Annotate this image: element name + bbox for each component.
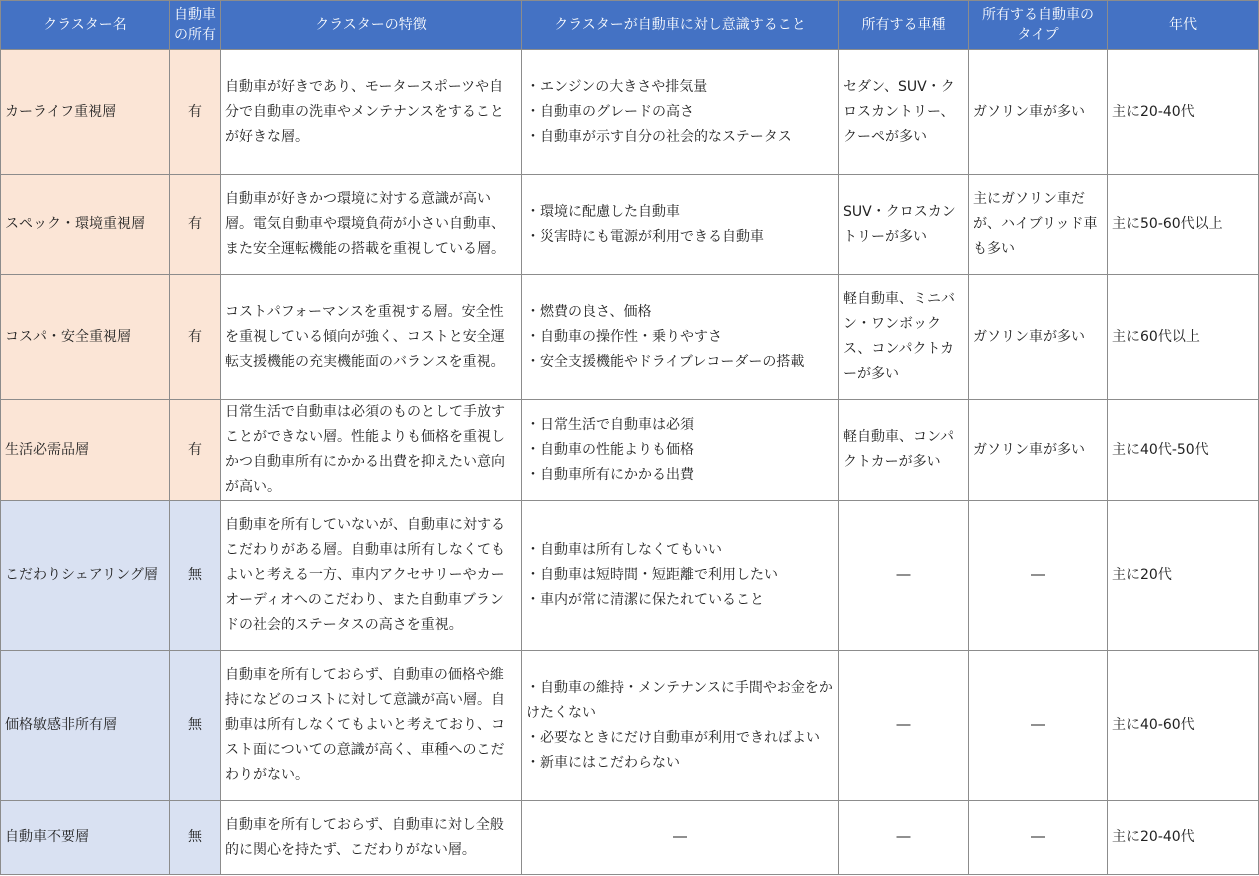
cluster-name-cell: カーライフ重視層 — [1, 50, 170, 175]
attention-list — [526, 300, 834, 375]
attention-item: ・ 自動車の性能よりも価格 — [526, 438, 834, 463]
attention-list — [526, 75, 834, 150]
attention-cell — [522, 400, 839, 501]
age-cell: 主に20-40代 — [1108, 50, 1259, 175]
table-row — [1, 50, 1259, 175]
features-cell: 日常生活で自動車は必須のものとして手放すことができない層。性能よりも価格を重視しかつ自動車所有にかかる出費を抑えたい意向が高い。 — [221, 400, 522, 501]
table-row — [1, 275, 1259, 400]
body-type-cell: 軽自動車、ミニバン・ワンボックス、コンパクトカーが多い — [839, 275, 969, 400]
table-row — [1, 400, 1259, 501]
header-features: クラスターの特徴 — [221, 1, 522, 50]
header-fuel-type — [969, 1, 1108, 50]
features-cell: 自動車を所有しておらず、自動車の価格や維持になどのコストに対して意識が高い層。自動車は所有しなくてもよいと考えており、コスト面についての意識が高く、車種へのこだわりがない。 — [221, 651, 522, 801]
age-cell: 主に40代-50代 — [1108, 400, 1259, 501]
header-ownership-line2: の所有 — [174, 27, 216, 43]
attention-cell: ― — [522, 801, 839, 875]
age-cell: 主に20-40代 — [1108, 801, 1259, 875]
body-type-cell: ― — [839, 651, 969, 801]
body-type-cell: SUV・クロスカントリーが多い — [839, 175, 969, 275]
attention-item: ・ 自動車は所有しなくてもいい — [526, 538, 834, 563]
header-fuel-type-line2: タイプ — [1017, 27, 1059, 43]
attention-item: ・ エンジンの大きさや排気量 — [526, 75, 834, 100]
attention-item: ・ 新車にはこだわらない — [526, 751, 834, 776]
cluster-name-cell: 自動車不要層 — [1, 801, 170, 875]
body-type-cell: ― — [839, 501, 969, 651]
ownership-cell: 有 — [170, 400, 221, 501]
features-cell: 自動車が好きかつ環境に対する意識が高い層。電気自動車や環境負荷が小さい自動車、また安全運転機能の搭載を重視している層。 — [221, 175, 522, 275]
header-ownership — [170, 1, 221, 50]
ownership-cell: 有 — [170, 175, 221, 275]
features-cell: 自動車が好きであり、モータースポーツや自分で自動車の洗車やメンテナンスをすることが好きな層。 — [221, 50, 522, 175]
ownership-cell: 無 — [170, 801, 221, 875]
ownership-cell: 有 — [170, 275, 221, 400]
attention-item: ・ 自動車が示す自分の社会的なステータス — [526, 125, 834, 150]
table-row — [1, 801, 1259, 875]
age-cell: 主に60代以上 — [1108, 275, 1259, 400]
header-ownership-line1: 自動車 — [174, 7, 216, 23]
cluster-name-cell: 生活必需品層 — [1, 400, 170, 501]
cluster-name-cell: 価格敏感非所有層 — [1, 651, 170, 801]
fuel-type-cell: 主にガソリン車だが、ハイブリッド車も多い — [969, 175, 1108, 275]
attention-item: ・ 自動車の維持・メンテナンスに手間やお金をかけたくない — [526, 676, 834, 726]
attention-item: ・ 安全支援機能やドライブレコーダーの搭載 — [526, 350, 834, 375]
attention-item: ・ 災害時にも電源が利用できる自動車 — [526, 225, 834, 250]
header-row — [1, 1, 1259, 50]
attention-cell — [522, 175, 839, 275]
fuel-type-cell: ― — [969, 801, 1108, 875]
age-cell: 主に40-60代 — [1108, 651, 1259, 801]
header-cluster-name: クラスター名 — [1, 1, 170, 50]
header-attention: クラスターが自動車に対し意識すること — [522, 1, 839, 50]
body-type-cell: 軽自動車、コンパクトカーが多い — [839, 400, 969, 501]
attention-cell — [522, 651, 839, 801]
fuel-type-cell: ガソリン車が多い — [969, 50, 1108, 175]
attention-cell — [522, 501, 839, 651]
attention-item: ・ 車内が常に清潔に保たれていること — [526, 588, 834, 613]
ownership-cell: 無 — [170, 501, 221, 651]
cluster-name-cell: こだわりシェアリング層 — [1, 501, 170, 651]
body-type-cell: ― — [839, 801, 969, 875]
header-body-type: 所有する車種 — [839, 1, 969, 50]
attention-cell — [522, 275, 839, 400]
age-cell: 主に50-60代以上 — [1108, 175, 1259, 275]
attention-list — [526, 676, 834, 776]
ownership-cell: 有 — [170, 50, 221, 175]
attention-list — [526, 538, 834, 613]
table-row — [1, 175, 1259, 275]
ownership-cell: 無 — [170, 651, 221, 801]
attention-item: ・ 自動車所有にかかる出費 — [526, 463, 834, 488]
attention-cell — [522, 50, 839, 175]
fuel-type-cell: ― — [969, 651, 1108, 801]
attention-item: ・ 必要なときにだけ自動車が利用できればよい — [526, 726, 834, 751]
fuel-type-cell: ガソリン車が多い — [969, 400, 1108, 501]
header-fuel-type-line1: 所有する自動車の — [982, 7, 1094, 23]
age-cell: 主に20代 — [1108, 501, 1259, 651]
features-cell: 自動車を所有していないが、自動車に対するこだわりがある層。自動車は所有しなくてもよいと考える一方、車内アクセサリーやカーオーディオへのこだわり、また自動車ブランドの社会的ステータスの高さを重視。 — [221, 501, 522, 651]
attention-list — [526, 413, 834, 488]
features-cell: コストパフォーマンスを重視する層。安全性を重視している傾向が強く、コストと安全運転支援機能の充実機能面のバランスを重視。 — [221, 275, 522, 400]
cluster-name-cell: スペック・環境重視層 — [1, 175, 170, 275]
fuel-type-cell: ガソリン車が多い — [969, 275, 1108, 400]
attention-item: ・ 日常生活で自動車は必須 — [526, 413, 834, 438]
features-cell: 自動車を所有しておらず、自動車に対し全般的に関心を持たず、こだわりがない層。 — [221, 801, 522, 875]
header-age: 年代 — [1108, 1, 1259, 50]
attention-item: ・ 自動車は短時間・短距離で利用したい — [526, 563, 834, 588]
attention-item: ・ 環境に配慮した自動車 — [526, 200, 834, 225]
cluster-name-cell: コスパ・安全重視層 — [1, 275, 170, 400]
attention-list — [526, 200, 834, 250]
fuel-type-cell: ― — [969, 501, 1108, 651]
attention-item: ・ 燃費の良さ、価格 — [526, 300, 834, 325]
attention-item: ・ 自動車の操作性・乗りやすさ — [526, 325, 834, 350]
table-row — [1, 651, 1259, 801]
table-row — [1, 501, 1259, 651]
body-type-cell: セダン、SUV・クロスカントリー、クーペが多い — [839, 50, 969, 175]
attention-item: ・ 自動車のグレードの高さ — [526, 100, 834, 125]
